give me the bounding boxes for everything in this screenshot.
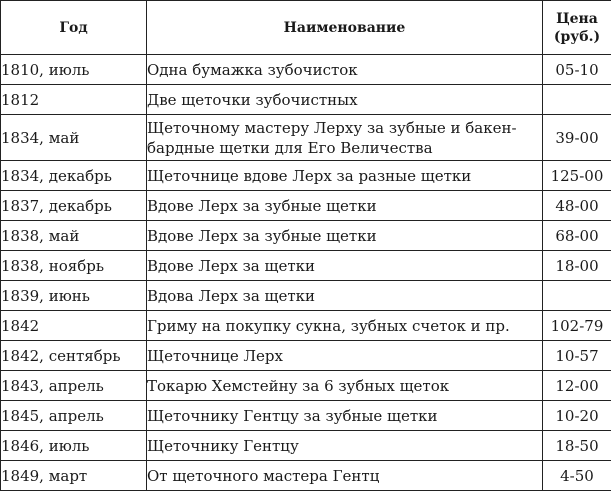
cell-price: 102-79 bbox=[543, 311, 611, 341]
cell-year: 1810, июль bbox=[1, 55, 147, 85]
cell-name: Вдова Лерх за щетки bbox=[147, 281, 543, 311]
cell-year: 1849, март bbox=[1, 461, 147, 491]
cell-price: 18-50 bbox=[543, 431, 611, 461]
cell-price: 48-00 bbox=[543, 191, 611, 221]
header-name: Наименование bbox=[147, 1, 543, 55]
header-year: Год bbox=[1, 1, 147, 55]
cell-year: 1834, май bbox=[1, 115, 147, 161]
cell-price bbox=[543, 85, 611, 115]
cell-name: Две щеточки зубочистных bbox=[147, 85, 543, 115]
header-row bbox=[1, 1, 611, 55]
cell-name: Щеточнице Лерх bbox=[147, 341, 543, 371]
table-row bbox=[1, 191, 611, 221]
cell-price: 39-00 bbox=[543, 115, 611, 161]
cell-name bbox=[147, 115, 543, 161]
table-row bbox=[1, 371, 611, 401]
table-row bbox=[1, 161, 611, 191]
cell-year: 1834, декабрь bbox=[1, 161, 147, 191]
table-row bbox=[1, 221, 611, 251]
table-row bbox=[1, 401, 611, 431]
cell-price: 05-10 bbox=[543, 55, 611, 85]
cell-year: 1845, апрель bbox=[1, 401, 147, 431]
table-row bbox=[1, 311, 611, 341]
table-row bbox=[1, 251, 611, 281]
cell-name: Вдове Лерх за зубные щетки bbox=[147, 191, 543, 221]
cell-name: Щеточнику Гентцу за зубные щетки bbox=[147, 401, 543, 431]
table-row bbox=[1, 115, 611, 161]
cell-price: 18-00 bbox=[543, 251, 611, 281]
cell-price: 10-57 bbox=[543, 341, 611, 371]
cell-name: Вдове Лерх за зубные щетки bbox=[147, 221, 543, 251]
cell-name: От щеточного мастера Гентц bbox=[147, 461, 543, 491]
cell-year: 1842 bbox=[1, 311, 147, 341]
cell-year: 1839, июнь bbox=[1, 281, 147, 311]
header-price-line1: Цена bbox=[556, 10, 598, 27]
cell-year: 1812 bbox=[1, 85, 147, 115]
cell-price bbox=[543, 281, 611, 311]
cell-price: 68-00 bbox=[543, 221, 611, 251]
cell-year: 1846, июль bbox=[1, 431, 147, 461]
cell-name: Гриму на покупку сукна, зубных счеток и пр. bbox=[147, 311, 543, 341]
header-price bbox=[543, 1, 611, 55]
header-price-line2: (руб.) bbox=[553, 28, 601, 45]
cell-name: Щеточнику Гентцу bbox=[147, 431, 543, 461]
cell-price: 125-00 bbox=[543, 161, 611, 191]
cell-name: Щеточнице вдове Лерх за разные щетки bbox=[147, 161, 543, 191]
cell-year: 1838, май bbox=[1, 221, 147, 251]
table-row bbox=[1, 85, 611, 115]
cell-price: 10-20 bbox=[543, 401, 611, 431]
table-row bbox=[1, 431, 611, 461]
cell-year: 1842, сентябрь bbox=[1, 341, 147, 371]
cell-year: 1843, апрель bbox=[1, 371, 147, 401]
table-row bbox=[1, 341, 611, 371]
cell-year: 1838, ноябрь bbox=[1, 251, 147, 281]
cell-price: 12-00 bbox=[543, 371, 611, 401]
cell-name: Токарю Хемстейну за 6 зубных щеток bbox=[147, 371, 543, 401]
cell-price: 4-50 bbox=[543, 461, 611, 491]
table-row bbox=[1, 55, 611, 85]
cell-name-line1: Щеточному мастеру Лерху за зубные и бакен- bbox=[147, 118, 517, 137]
table-row bbox=[1, 461, 611, 491]
cell-year: 1837, декабрь bbox=[1, 191, 147, 221]
table-row bbox=[1, 281, 611, 311]
cell-name: Вдове Лерх за щетки bbox=[147, 251, 543, 281]
cell-name-line2: бардные щетки для Его Величества bbox=[147, 138, 433, 157]
cell-name: Одна бумажка зубочисток bbox=[147, 55, 543, 85]
